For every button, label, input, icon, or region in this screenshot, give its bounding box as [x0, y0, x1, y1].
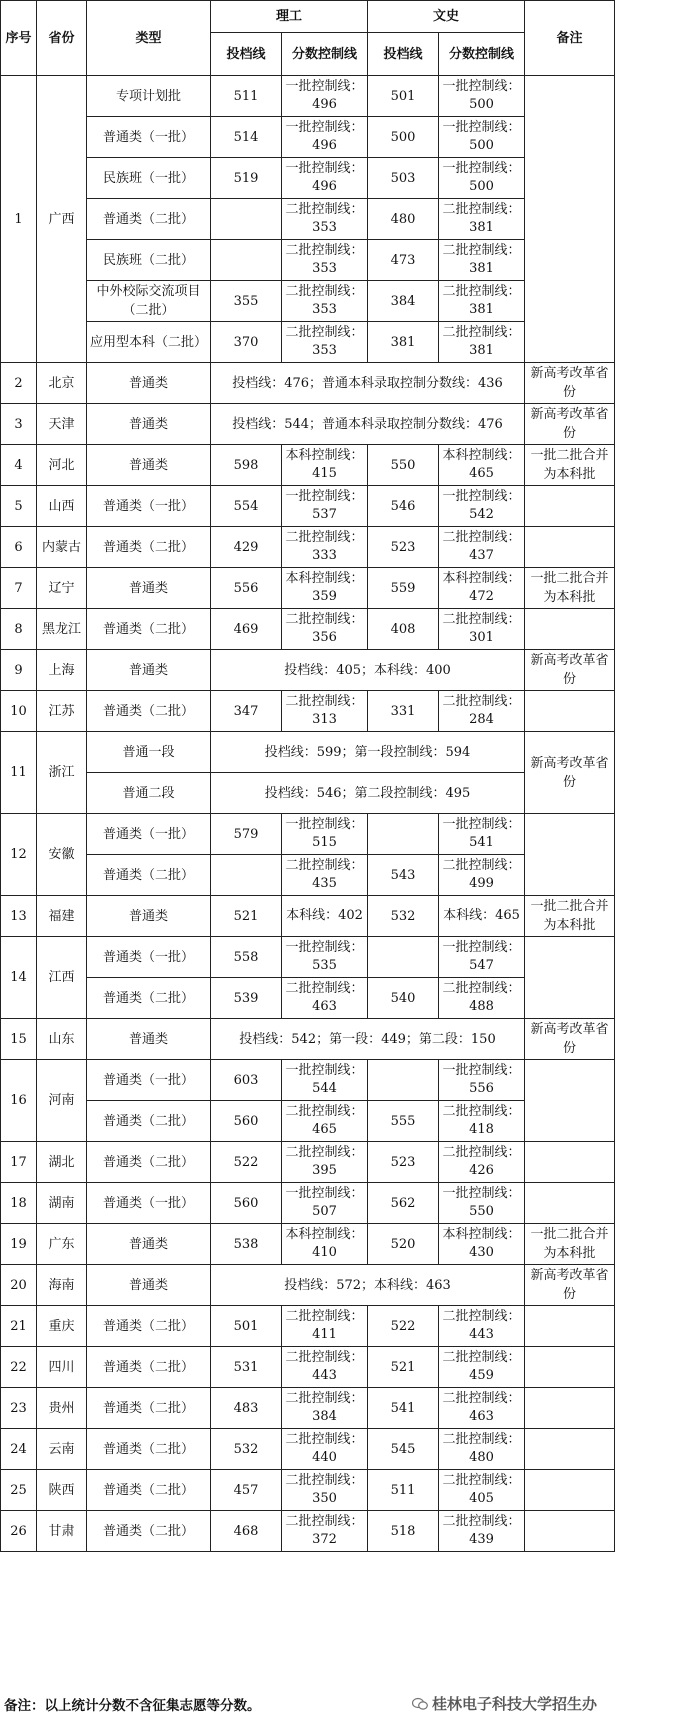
table-row — [1, 691, 615, 732]
seq-cell: 21 — [1, 1306, 37, 1347]
merged-score-cell: 投档线：572；本科线：463 — [211, 1265, 525, 1306]
seq-cell: 14 — [1, 937, 37, 1019]
header-arts-control: 分数控制线 — [439, 33, 525, 76]
arts-control-cell: 二批控制线：381 — [439, 199, 525, 240]
arts-control-cell: 一批控制线：500 — [439, 117, 525, 158]
seq-cell: 18 — [1, 1183, 37, 1224]
arts-control-cell: 二批控制线：463 — [439, 1388, 525, 1429]
type-cell: 普通类（二批） — [87, 855, 211, 896]
arts-control-cell: 本科控制线：472 — [439, 568, 525, 609]
remark-cell — [525, 1347, 615, 1388]
arts-control-cell: 二批控制线：418 — [439, 1101, 525, 1142]
seq-cell: 13 — [1, 896, 37, 937]
arts-control-cell: 本科线：465 — [439, 896, 525, 937]
seq-cell: 12 — [1, 814, 37, 896]
footnote: 备注：以上统计分数不含征集志愿等分数。 — [4, 1698, 261, 1714]
table-row — [1, 896, 615, 937]
science-control-cell: 二批控制线：353 — [282, 240, 368, 281]
type-cell: 普通二段 — [87, 773, 211, 814]
science-toudang-cell — [211, 199, 282, 240]
science-control-cell: 一批控制线：496 — [282, 117, 368, 158]
remark-cell — [525, 1306, 615, 1347]
arts-control-cell: 二批控制线：488 — [439, 978, 525, 1019]
table-row — [1, 1019, 615, 1060]
science-control-cell: 二批控制线：353 — [282, 322, 368, 363]
table-row — [1, 281, 615, 322]
science-control-cell: 二批控制线：384 — [282, 1388, 368, 1429]
science-toudang-cell: 468 — [211, 1511, 282, 1552]
arts-control-cell: 二批控制线：459 — [439, 1347, 525, 1388]
table-row — [1, 568, 615, 609]
arts-control-cell: 二批控制线：480 — [439, 1429, 525, 1470]
arts-control-cell: 二批控制线：439 — [439, 1511, 525, 1552]
science-control-cell: 二批控制线：443 — [282, 1347, 368, 1388]
science-control-cell: 一批控制线：507 — [282, 1183, 368, 1224]
science-control-cell: 一批控制线：515 — [282, 814, 368, 855]
header-province: 省份 — [37, 1, 87, 76]
seq-cell: 17 — [1, 1142, 37, 1183]
science-control-cell: 一批控制线：537 — [282, 486, 368, 527]
arts-toudang-cell: 523 — [368, 527, 439, 568]
arts-control-cell: 二批控制线：405 — [439, 1470, 525, 1511]
arts-toudang-cell: 480 — [368, 199, 439, 240]
header-remark: 备注 — [525, 1, 615, 76]
province-cell: 浙江 — [37, 732, 87, 814]
science-toudang-cell: 603 — [211, 1060, 282, 1101]
arts-toudang-cell — [368, 1060, 439, 1101]
science-control-cell: 本科控制线：359 — [282, 568, 368, 609]
score-table-body — [1, 76, 615, 1552]
arts-toudang-cell: 562 — [368, 1183, 439, 1224]
science-control-cell: 二批控制线：463 — [282, 978, 368, 1019]
table-row — [1, 773, 615, 814]
science-toudang-cell: 521 — [211, 896, 282, 937]
seq-cell: 23 — [1, 1388, 37, 1429]
type-cell: 普通类（二批） — [87, 527, 211, 568]
arts-toudang-cell: 408 — [368, 609, 439, 650]
type-cell: 中外校际交流项目（二批） — [87, 281, 211, 322]
arts-toudang-cell: 384 — [368, 281, 439, 322]
arts-control-cell: 一批控制线：541 — [439, 814, 525, 855]
science-toudang-cell: 501 — [211, 1306, 282, 1347]
province-cell: 甘肃 — [37, 1511, 87, 1552]
arts-toudang-cell: 501 — [368, 76, 439, 117]
type-cell: 普通类 — [87, 1265, 211, 1306]
table-row — [1, 117, 615, 158]
arts-toudang-cell: 541 — [368, 1388, 439, 1429]
type-cell: 普通类（一批） — [87, 1060, 211, 1101]
arts-toudang-cell: 511 — [368, 1470, 439, 1511]
arts-toudang-cell: 550 — [368, 445, 439, 486]
arts-control-cell: 一批控制线：556 — [439, 1060, 525, 1101]
science-control-cell: 二批控制线：411 — [282, 1306, 368, 1347]
remark-cell — [525, 1142, 615, 1183]
science-control-cell: 本科线：402 — [282, 896, 368, 937]
province-cell: 江苏 — [37, 691, 87, 732]
header-type: 类型 — [87, 1, 211, 76]
arts-toudang-cell: 546 — [368, 486, 439, 527]
province-cell: 辽宁 — [37, 568, 87, 609]
table-row — [1, 1183, 615, 1224]
arts-control-cell: 一批控制线：500 — [439, 76, 525, 117]
province-cell: 安徽 — [37, 814, 87, 896]
seq-cell: 6 — [1, 527, 37, 568]
table-row — [1, 1101, 615, 1142]
seq-cell: 26 — [1, 1511, 37, 1552]
type-cell: 普通类（二批） — [87, 1511, 211, 1552]
type-cell: 普通类 — [87, 363, 211, 404]
remark-cell: 新高考改革省份 — [525, 404, 615, 445]
province-cell: 山东 — [37, 1019, 87, 1060]
arts-toudang-cell: 520 — [368, 1224, 439, 1265]
science-toudang-cell: 355 — [211, 281, 282, 322]
remark-cell: 新高考改革省份 — [525, 1019, 615, 1060]
remark-cell — [525, 527, 615, 568]
merged-score-cell: 投档线：405；本科线：400 — [211, 650, 525, 691]
arts-toudang-cell — [368, 814, 439, 855]
arts-toudang-cell: 555 — [368, 1101, 439, 1142]
arts-control-cell: 二批控制线：381 — [439, 240, 525, 281]
science-control-cell: 一批控制线：496 — [282, 158, 368, 199]
remark-cell: 新高考改革省份 — [525, 732, 615, 814]
science-toudang-cell: 560 — [211, 1183, 282, 1224]
remark-cell: 一批二批合并为本科批 — [525, 896, 615, 937]
science-toudang-cell: 579 — [211, 814, 282, 855]
type-cell: 普通类（一批） — [87, 486, 211, 527]
arts-control-cell: 二批控制线：443 — [439, 1306, 525, 1347]
type-cell: 普通类（二批） — [87, 1347, 211, 1388]
science-control-cell: 一批控制线：544 — [282, 1060, 368, 1101]
merged-score-cell: 投档线：599；第一段控制线：594 — [211, 732, 525, 773]
science-toudang-cell: 519 — [211, 158, 282, 199]
science-toudang-cell: 560 — [211, 1101, 282, 1142]
science-toudang-cell: 514 — [211, 117, 282, 158]
merged-score-cell: 投档线：546；第二段控制线：495 — [211, 773, 525, 814]
type-cell: 普通一段 — [87, 732, 211, 773]
table-row — [1, 1224, 615, 1265]
type-cell: 普通类（二批） — [87, 1429, 211, 1470]
watermark — [412, 1693, 597, 1714]
seq-cell: 5 — [1, 486, 37, 527]
table-row — [1, 404, 615, 445]
arts-toudang-cell: 521 — [368, 1347, 439, 1388]
province-cell: 福建 — [37, 896, 87, 937]
arts-toudang-cell: 523 — [368, 1142, 439, 1183]
merged-score-cell: 投档线：542；第一段：449；第二段：150 — [211, 1019, 525, 1060]
type-cell: 普通类 — [87, 1224, 211, 1265]
type-cell: 普通类（二批） — [87, 1142, 211, 1183]
science-toudang-cell — [211, 240, 282, 281]
table-row — [1, 1306, 615, 1347]
type-cell: 普通类 — [87, 650, 211, 691]
seq-cell: 25 — [1, 1470, 37, 1511]
science-control-cell: 二批控制线：440 — [282, 1429, 368, 1470]
science-control-cell: 二批控制线：356 — [282, 609, 368, 650]
table-row — [1, 486, 615, 527]
science-toudang-cell: 469 — [211, 609, 282, 650]
table-row — [1, 1347, 615, 1388]
arts-control-cell: 一批控制线：500 — [439, 158, 525, 199]
header-science: 理工 — [211, 1, 368, 33]
remark-cell — [525, 814, 615, 896]
merged-score-cell: 投档线：476；普通本科录取控制分数线：436 — [211, 363, 525, 404]
type-cell: 民族班（一批） — [87, 158, 211, 199]
science-control-cell: 二批控制线：353 — [282, 199, 368, 240]
arts-toudang-cell: 522 — [368, 1306, 439, 1347]
science-toudang-cell: 531 — [211, 1347, 282, 1388]
remark-cell: 一批二批合并为本科批 — [525, 1224, 615, 1265]
table-row — [1, 855, 615, 896]
type-cell: 普通类 — [87, 1019, 211, 1060]
type-cell: 普通类（二批） — [87, 609, 211, 650]
science-toudang-cell: 598 — [211, 445, 282, 486]
seq-cell: 9 — [1, 650, 37, 691]
arts-control-cell: 二批控制线：499 — [439, 855, 525, 896]
arts-control-cell: 一批控制线：542 — [439, 486, 525, 527]
science-toudang-cell: 429 — [211, 527, 282, 568]
table-row — [1, 527, 615, 568]
province-cell: 江西 — [37, 937, 87, 1019]
science-toudang-cell: 556 — [211, 568, 282, 609]
remark-cell — [525, 609, 615, 650]
seq-cell: 2 — [1, 363, 37, 404]
arts-control-cell: 一批控制线：547 — [439, 937, 525, 978]
watermark-text: 桂林电子科技大学招生办 — [432, 1695, 598, 1713]
type-cell: 应用型本科（二批） — [87, 322, 211, 363]
type-cell: 普通类 — [87, 896, 211, 937]
arts-toudang-cell: 543 — [368, 855, 439, 896]
science-toudang-cell: 522 — [211, 1142, 282, 1183]
province-cell: 河南 — [37, 1060, 87, 1142]
seq-cell: 19 — [1, 1224, 37, 1265]
table-row — [1, 937, 615, 978]
header-science-toudang: 投档线 — [211, 33, 282, 76]
science-toudang-cell: 539 — [211, 978, 282, 1019]
wechat-icon — [412, 1697, 428, 1711]
table-row — [1, 1470, 615, 1511]
province-cell: 四川 — [37, 1347, 87, 1388]
arts-toudang-cell: 540 — [368, 978, 439, 1019]
province-cell: 湖北 — [37, 1142, 87, 1183]
seq-cell: 10 — [1, 691, 37, 732]
header-science-control: 分数控制线 — [282, 33, 368, 76]
table-row — [1, 814, 615, 855]
type-cell: 普通类（一批） — [87, 1183, 211, 1224]
table-row — [1, 199, 615, 240]
remark-cell — [525, 1429, 615, 1470]
merged-score-cell: 投档线：544；普通本科录取控制分数线：476 — [211, 404, 525, 445]
table-row — [1, 158, 615, 199]
table-row — [1, 1388, 615, 1429]
arts-control-cell: 二批控制线：437 — [439, 527, 525, 568]
province-cell: 北京 — [37, 363, 87, 404]
type-cell: 普通类（二批） — [87, 199, 211, 240]
arts-control-cell: 二批控制线：381 — [439, 322, 525, 363]
type-cell: 普通类（一批） — [87, 937, 211, 978]
province-cell: 天津 — [37, 404, 87, 445]
type-cell: 普通类（二批） — [87, 1306, 211, 1347]
seq-cell: 11 — [1, 732, 37, 814]
arts-control-cell: 二批控制线：284 — [439, 691, 525, 732]
province-cell: 上海 — [37, 650, 87, 691]
science-toudang-cell — [211, 855, 282, 896]
table-row — [1, 1429, 615, 1470]
remark-cell: 新高考改革省份 — [525, 363, 615, 404]
science-control-cell: 二批控制线：465 — [282, 1101, 368, 1142]
type-cell: 普通类（二批） — [87, 1470, 211, 1511]
remark-cell — [525, 1470, 615, 1511]
science-toudang-cell: 347 — [211, 691, 282, 732]
remark-cell — [525, 1183, 615, 1224]
science-toudang-cell: 532 — [211, 1429, 282, 1470]
arts-toudang-cell: 545 — [368, 1429, 439, 1470]
province-cell: 云南 — [37, 1429, 87, 1470]
seq-cell: 3 — [1, 404, 37, 445]
arts-control-cell: 本科控制线：465 — [439, 445, 525, 486]
type-cell: 普通类（一批） — [87, 814, 211, 855]
arts-toudang-cell: 331 — [368, 691, 439, 732]
table-row — [1, 650, 615, 691]
seq-cell: 1 — [1, 76, 37, 363]
science-toudang-cell: 370 — [211, 322, 282, 363]
arts-toudang-cell: 532 — [368, 896, 439, 937]
science-control-cell: 一批控制线：496 — [282, 76, 368, 117]
science-control-cell: 二批控制线：313 — [282, 691, 368, 732]
type-cell: 普通类（二批） — [87, 978, 211, 1019]
arts-toudang-cell: 381 — [368, 322, 439, 363]
arts-control-cell: 二批控制线：301 — [439, 609, 525, 650]
type-cell: 普通类（二批） — [87, 1388, 211, 1429]
province-cell: 广西 — [37, 76, 87, 363]
remark-cell — [525, 1060, 615, 1142]
province-cell: 海南 — [37, 1265, 87, 1306]
table-row — [1, 1511, 615, 1552]
province-cell: 内蒙古 — [37, 527, 87, 568]
science-toudang-cell: 554 — [211, 486, 282, 527]
seq-cell: 24 — [1, 1429, 37, 1470]
science-toudang-cell: 483 — [211, 1388, 282, 1429]
science-control-cell: 二批控制线：353 — [282, 281, 368, 322]
table-row — [1, 1265, 615, 1306]
arts-control-cell: 二批控制线：426 — [439, 1142, 525, 1183]
table-row — [1, 240, 615, 281]
province-cell: 贵州 — [37, 1388, 87, 1429]
arts-toudang-cell: 518 — [368, 1511, 439, 1552]
remark-cell: 新高考改革省份 — [525, 1265, 615, 1306]
arts-toudang-cell: 500 — [368, 117, 439, 158]
science-control-cell: 本科控制线：415 — [282, 445, 368, 486]
science-control-cell: 一批控制线：535 — [282, 937, 368, 978]
table-row — [1, 1142, 615, 1183]
table-row — [1, 322, 615, 363]
province-cell: 黑龙江 — [37, 609, 87, 650]
type-cell: 普通类（一批） — [87, 117, 211, 158]
science-toudang-cell: 538 — [211, 1224, 282, 1265]
science-control-cell: 二批控制线：372 — [282, 1511, 368, 1552]
seq-cell: 8 — [1, 609, 37, 650]
table-row — [1, 609, 615, 650]
type-cell: 普通类 — [87, 568, 211, 609]
remark-cell — [525, 691, 615, 732]
science-control-cell: 二批控制线：435 — [282, 855, 368, 896]
seq-cell: 15 — [1, 1019, 37, 1060]
type-cell: 普通类（二批） — [87, 1101, 211, 1142]
arts-toudang-cell: 559 — [368, 568, 439, 609]
remark-cell: 一批二批合并为本科批 — [525, 445, 615, 486]
province-cell: 山西 — [37, 486, 87, 527]
arts-control-cell: 一批控制线：550 — [439, 1183, 525, 1224]
header-arts: 文史 — [368, 1, 525, 33]
science-control-cell: 二批控制线：395 — [282, 1142, 368, 1183]
type-cell: 专项计划批 — [87, 76, 211, 117]
science-toudang-cell: 558 — [211, 937, 282, 978]
type-cell: 普通类（二批） — [87, 691, 211, 732]
remark-cell — [525, 1511, 615, 1552]
province-cell: 重庆 — [37, 1306, 87, 1347]
table-row — [1, 978, 615, 1019]
seq-cell: 7 — [1, 568, 37, 609]
arts-toudang-cell: 473 — [368, 240, 439, 281]
arts-toudang-cell — [368, 937, 439, 978]
province-cell: 湖南 — [37, 1183, 87, 1224]
arts-toudang-cell: 503 — [368, 158, 439, 199]
remark-cell: 新高考改革省份 — [525, 650, 615, 691]
remark-cell — [525, 937, 615, 1019]
table-row — [1, 732, 615, 773]
type-cell: 普通类 — [87, 404, 211, 445]
remark-cell: 一批二批合并为本科批 — [525, 568, 615, 609]
arts-control-cell: 本科控制线：430 — [439, 1224, 525, 1265]
table-row — [1, 363, 615, 404]
science-control-cell: 二批控制线：350 — [282, 1470, 368, 1511]
province-cell: 广东 — [37, 1224, 87, 1265]
province-cell: 陕西 — [37, 1470, 87, 1511]
science-control-cell: 二批控制线：333 — [282, 527, 368, 568]
table-row — [1, 1060, 615, 1101]
table-row — [1, 445, 615, 486]
province-cell: 河北 — [37, 445, 87, 486]
table-row — [1, 76, 615, 117]
seq-cell: 16 — [1, 1060, 37, 1142]
header-arts-toudang: 投档线 — [368, 33, 439, 76]
seq-cell: 22 — [1, 1347, 37, 1388]
science-toudang-cell: 457 — [211, 1470, 282, 1511]
remark-cell — [525, 1388, 615, 1429]
science-control-cell: 本科控制线：410 — [282, 1224, 368, 1265]
type-cell: 民族班（二批） — [87, 240, 211, 281]
science-toudang-cell: 511 — [211, 76, 282, 117]
arts-control-cell: 二批控制线：381 — [439, 281, 525, 322]
remark-cell — [525, 76, 615, 363]
type-cell: 普通类 — [87, 445, 211, 486]
seq-cell: 20 — [1, 1265, 37, 1306]
seq-cell: 4 — [1, 445, 37, 486]
remark-cell — [525, 486, 615, 527]
header-seq: 序号 — [1, 1, 37, 76]
